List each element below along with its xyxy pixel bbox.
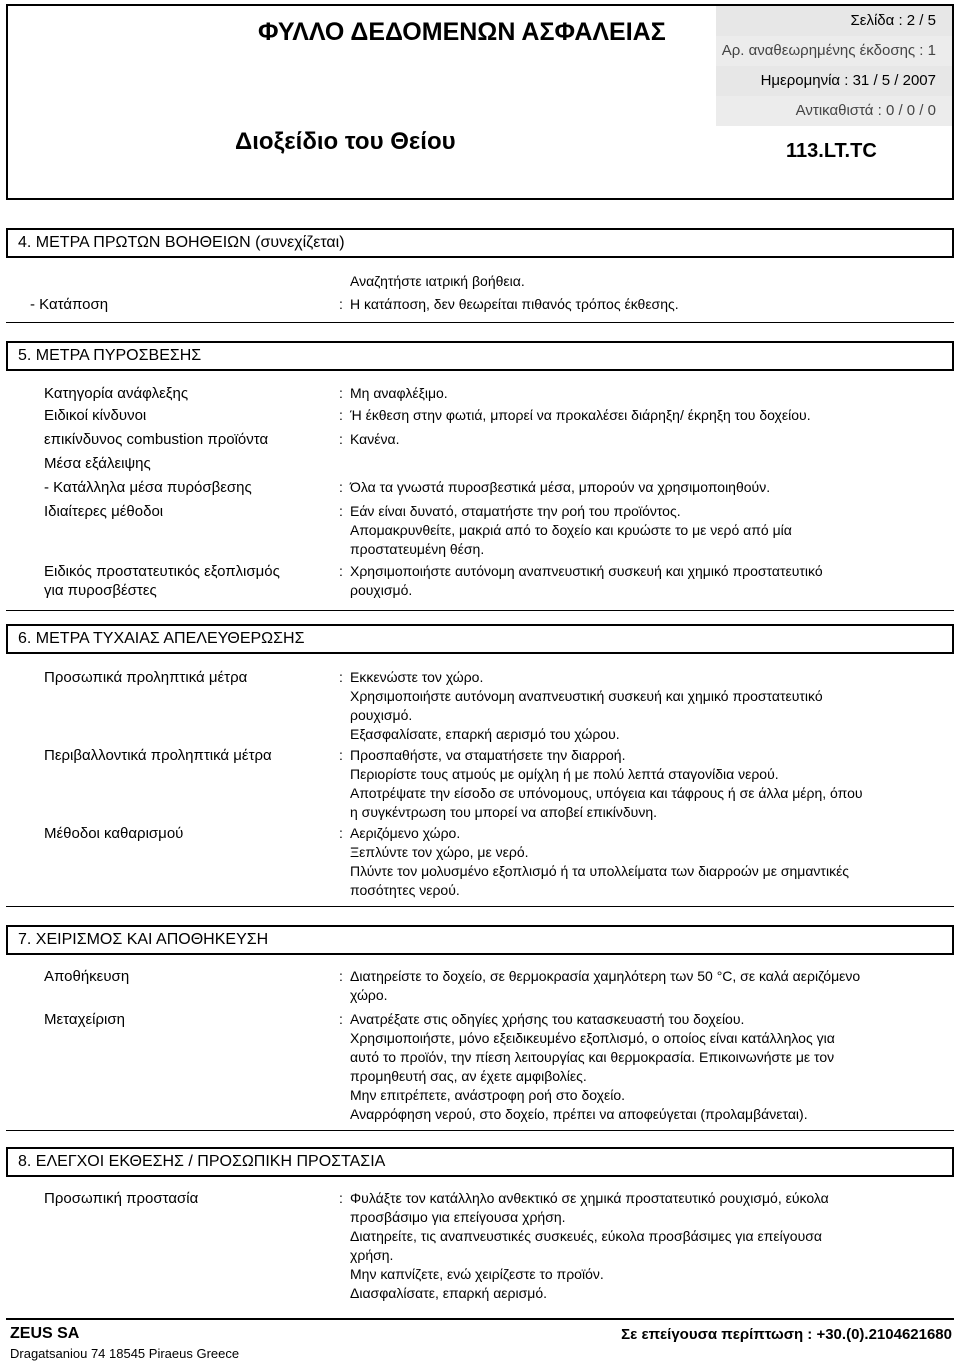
text-line: προμηθευτή σας, αν έχετε αμφιβολίες. (350, 1068, 587, 1084)
section-6-heading: 6. ΜΕΤΡΑ ΤΥΧΑΙΑΣ ΑΠΕΛΕΥΘΕΡΩΣΗΣ (6, 624, 954, 654)
text-line: Ειδικός προστατευτικός εξοπλισμός (44, 563, 280, 580)
text-line: Ανατρέξατε στις οδηγίες χρήσης του κατασκευαστή του δοχείου. (350, 1011, 745, 1027)
colon: : (339, 407, 343, 423)
text-line: Ξεπλύντε τον χώρο, με νερό. (350, 844, 529, 860)
section-7-heading: 7. ΧΕΙΡΙΣΜΟΣ ΚΑΙ ΑΠΟΘΗΚΕΥΣΗ (6, 925, 954, 955)
suitable-media-value: Όλα τα γνωστά πυροσβεστικά μέσα, μπορούν να χρησιμοποιηθούν. (350, 479, 771, 495)
text-line: Απομακρυνθείτε, μακριά από το δοχείο και κρυώστε το με νερό από μία (350, 522, 792, 538)
text-line: Αεριζόμενο χώρο. (350, 825, 461, 841)
colon: : (339, 296, 343, 312)
special-methods-value (350, 502, 930, 559)
text-line: Χρησιμοποιήστε, μόνο εξειδικευμένο εξοπλισμό, ο οποίος είναι κατάλληλος για (350, 1030, 835, 1046)
text-line: για πυροσβέστες (44, 582, 157, 599)
storage-label: Αποθήκευση (44, 968, 130, 985)
personal-precautions-value (350, 668, 930, 744)
special-methods-label: Ιδιαίτερες μέθοδοι (44, 503, 164, 520)
text-line: ποσότητες νερού. (350, 882, 460, 898)
text-line: Χρησιμοποιήστε αυτόνομη αναπνευστική συσκευή και χημικό προστατευτικό (350, 563, 823, 579)
text-line: ρουχισμό. (350, 707, 413, 723)
cleanup-methods-label: Μέθοδοι καθαρισμού (44, 825, 184, 842)
environmental-precautions-label: Περιβαλλοντικά προληπτικά μέτρα (44, 747, 272, 764)
text-line: Προσπαθήστε, να σταματήσετε την διαρροή. (350, 747, 626, 763)
revision-date: Ημερομηνία : 31 / 5 / 2007 (716, 66, 952, 96)
text-line: αυτό το προϊόν, την πίεση λειτουργίας και θερμοκρασία. Επικοινωνήστε με τον (350, 1049, 835, 1065)
section-4-heading: 4. ΜΕΤΡΑ ΠΡΩΤΩΝ ΒΟΗΘΕΙΩΝ (συνεχίζεται) (6, 228, 954, 258)
flammability-value: Μη αναφλέξιμο. (350, 385, 448, 401)
text-line: Διασφαλίσατε, επαρκή αερισμό. (350, 1285, 547, 1301)
personal-protection-label: Προσωπική προστασία (44, 1190, 199, 1207)
text-line: Μην καπνίζετε, ενώ χειρίζεστε το προϊόν. (350, 1266, 604, 1282)
colon: : (339, 385, 343, 401)
text-line: Διατηρείτε, τις αναπνευστικές συσκευές, εύκολα προσβάσιμες για επείγουσα (350, 1228, 822, 1244)
text-line: προστατευμένη θέση. (350, 541, 485, 557)
environmental-precautions-value (350, 746, 930, 822)
personal-protection-value (350, 1189, 930, 1303)
section-4-continued: Αναζητήστε ιατρική βοήθεια. (350, 273, 525, 289)
text-line: χρήση. (350, 1247, 394, 1263)
divider (6, 322, 954, 323)
section-8-heading: 8. ΕΛΕΓΧΟΙ ΕΚΘΕΣΗΣ / ΠΡΟΣΩΠΙΚΗ ΠΡΟΣΤΑΣΙΑ (6, 1147, 954, 1177)
header-meta (716, 6, 952, 126)
ingestion-value: Η κατάποση, δεν θεωρείται πιθανός τρόπος έκθεσης. (350, 296, 679, 312)
colon: : (339, 825, 343, 841)
text-line: Μην επιτρέπετε, ανάστροφη ροή στο δοχείο. (350, 1087, 626, 1103)
product-code: 113.LT.TC (786, 140, 877, 162)
text-line: Φυλάξτε τον κατάλληλο ανθεκτικό σε χημικά προστατευτικό ρουχισμό, εύκολα (350, 1190, 829, 1206)
text-line: χώρο. (350, 987, 388, 1003)
hazards-value: Ή έκθεση στην φωτιά, μπορεί να προκαλέσει διάρηξη/ έκρηξη του δοχείου. (350, 407, 811, 423)
text-line: ρουχισμό. (350, 582, 413, 598)
combustion-label: επικίνδυνος combustion προϊόντα (44, 431, 269, 448)
text-line: Αποτρέψατε την είσοδο σε υπόνομους, υπόγεια και τάφρους ή σε άλλα μέρη, όπου (350, 785, 863, 801)
page-number: Σελίδα : 2 / 5 (716, 6, 952, 36)
combustion-value: Κανένα. (350, 431, 400, 447)
text-line: Περιορίστε τους ατμούς με ομίχλη ή με πολύ λεπτά σταγονίδια νερού. (350, 766, 779, 782)
emergency-phone: Σε επείγουσα περίπτωση : +30.(0).2104621680 (621, 1326, 952, 1343)
suitable-media-label: - Κατάλληλα μέσα πυρόσβεσης (44, 479, 252, 496)
colon: : (339, 503, 343, 519)
colon: : (339, 669, 343, 685)
divider (6, 1130, 954, 1131)
personal-precautions-label: Προσωπικά προληπτικά μέτρα (44, 669, 248, 686)
colon: : (339, 1011, 343, 1027)
text-line: Εκκενώστε τον χώρο. (350, 669, 484, 685)
colon: : (339, 747, 343, 763)
colon: : (339, 1190, 343, 1206)
text-line: Διατηρείστε το δοχείο, σε θερμοκρασία χαμηλότερη των 50 °C, σε καλά αεριζόμενο (350, 968, 861, 984)
supersedes: Αντικαθιστά : 0 / 0 / 0 (716, 96, 952, 126)
cleanup-methods-value (350, 824, 930, 900)
extinguishing-media-label: Μέσα εξάλειψης (44, 455, 151, 472)
text-line: προσβάσιμο για επείγουσα χρήση. (350, 1209, 566, 1225)
divider (6, 906, 954, 907)
colon: : (339, 431, 343, 447)
colon: : (339, 563, 343, 579)
ingestion-label: - Κατάποση (30, 296, 109, 313)
text-line: Χρησιμοποιήστε αυτόνομη αναπνευστική συσκευή και χημικό προστατευτικό (350, 688, 823, 704)
hazards-label: Ειδικοί κίνδυνοι (44, 407, 147, 424)
revision-number: Αρ. αναθεωρημένης έκδοσης : 1 (716, 36, 952, 66)
text-line: Εξασφαλίσατε, επαρκή αερισμό του χώρου. (350, 726, 620, 742)
company-address: Dragatsaniou 74 18545 Piraeus Greece (10, 1346, 240, 1361)
footer-divider (6, 1318, 954, 1320)
divider (6, 610, 954, 611)
ppe-firefighters-label (44, 562, 280, 600)
text-line: η συγκέντρωση του μπορεί να αποβεί επικίνδυνη. (350, 804, 658, 820)
text-line: Αναρρόφηση νερού, στο δοχείο, πρέπει να αποφεύγεται (προλαμβάνεται). (350, 1106, 808, 1122)
ppe-firefighters-value (350, 562, 930, 600)
text-line: Πλύντε τον μολυσμένο εξοπλισμό ή τα υπολλείματα των διαρροών με σημαντικές (350, 863, 850, 879)
storage-value (350, 967, 930, 1005)
section-5-heading: 5. ΜΕΤΡΑ ΠΥΡΟΣΒΕΣΗΣ (6, 341, 954, 371)
product-name: Διοξείδιο του Θείου (235, 128, 456, 155)
document-title: ΦΥΛΛΟ ΔΕΔΟΜΕΝΩΝ ΑΣΦΑΛΕΙΑΣ (258, 18, 666, 46)
handling-value (350, 1010, 930, 1124)
colon: : (339, 968, 343, 984)
text-line: Εάν είναι δυνατό, σταματήστε την ροή του προϊόντος. (350, 503, 681, 519)
colon: : (339, 479, 343, 495)
flammability-label: Κατηγορία ανάφλεξης (44, 385, 189, 402)
company-name: ZEUS SA (10, 1325, 80, 1342)
handling-label: Μεταχείριση (44, 1011, 125, 1028)
